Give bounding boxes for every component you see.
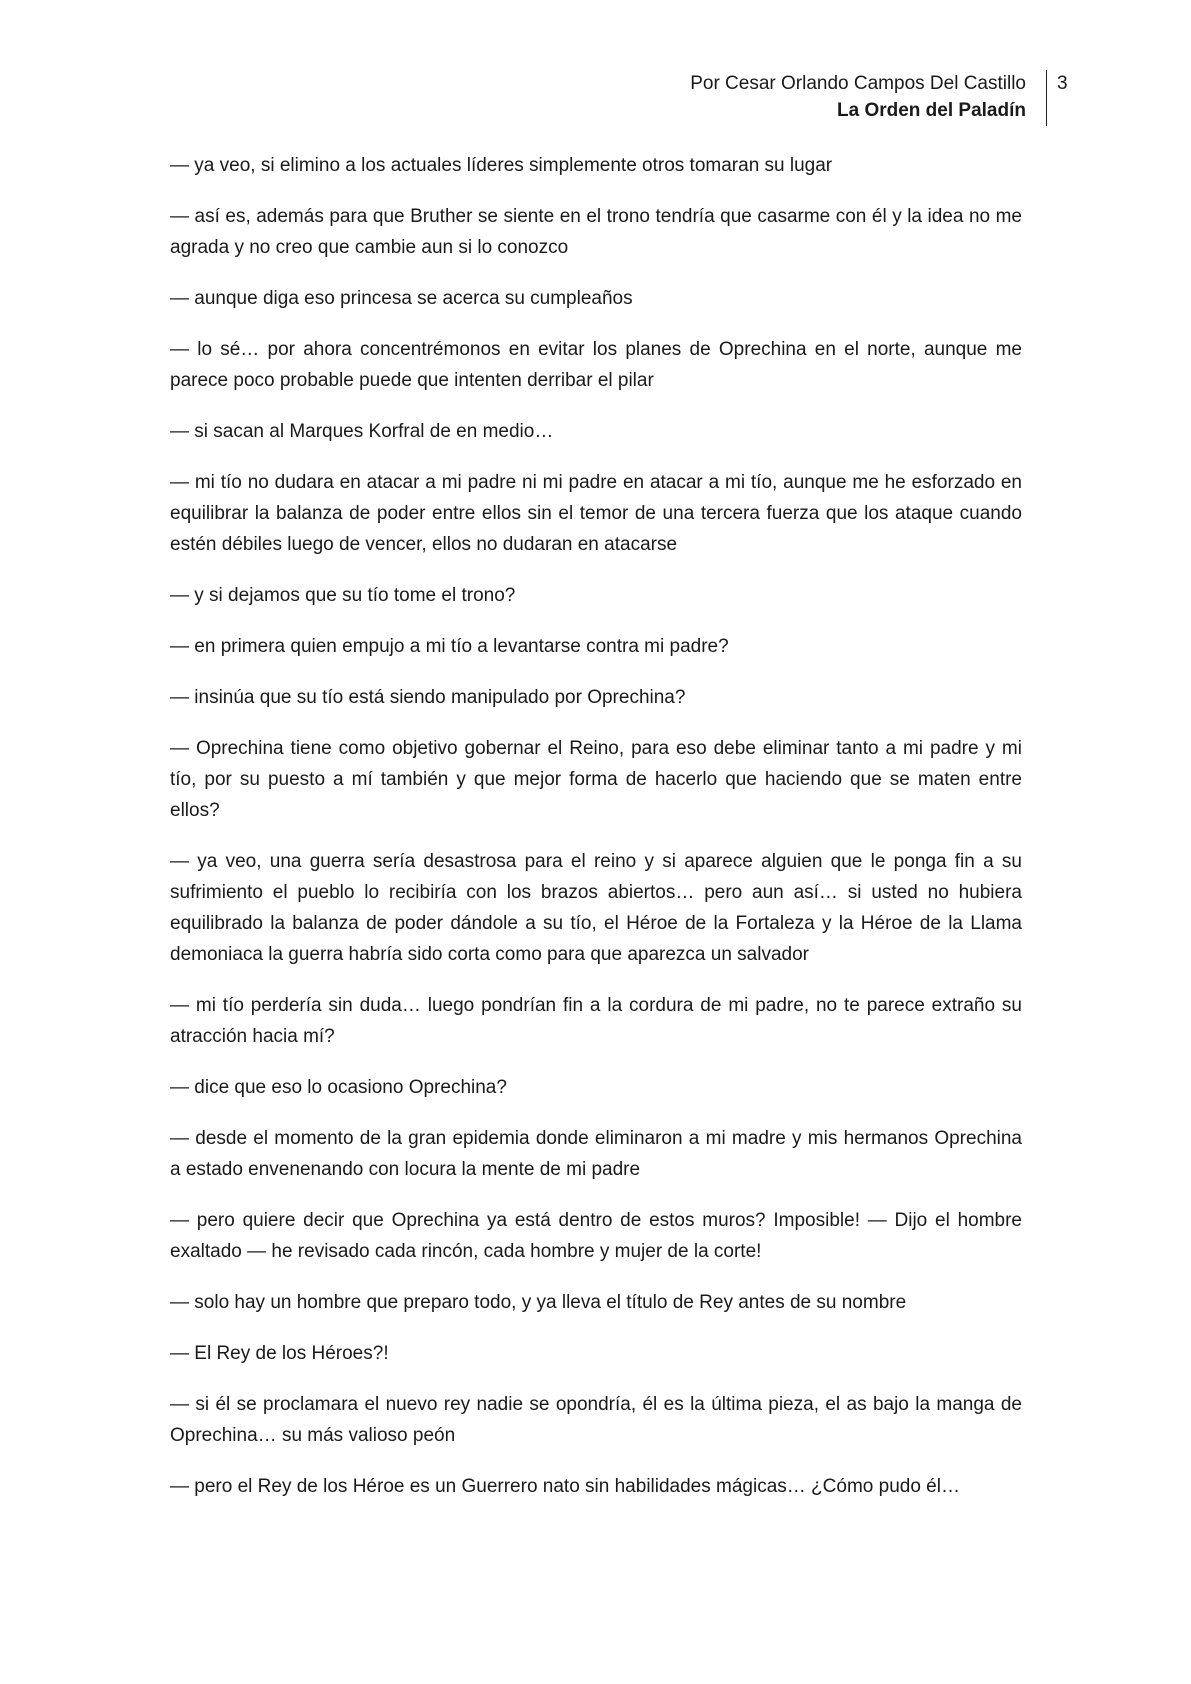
header-author: Por Cesar Orlando Campos Del Castillo: [690, 73, 1026, 94]
paragraph: — dice que eso lo ocasiono Oprechina?: [170, 1077, 507, 1098]
paragraph: — Oprechina tiene como objetivo gobernar el Reino, para eso debe eliminar tanto a mi padre y mi tío, por su puesto a mí también y que mejor forma de hacerlo que haciendo que se maten entre ellos?: [170, 738, 1022, 821]
paragraph: — insinúa que su tío está siendo manipulado por Oprechina?: [170, 687, 686, 708]
paragraph: — aunque diga eso princesa se acerca su cumpleaños: [170, 288, 633, 309]
paragraph: — ya veo, una guerra sería desastrosa para el reino y si aparece alguien que le ponga fin a su sufrimiento el pueblo lo recibiría con los brazos abiertos… pero aun así… si usted no hubiera equilibrado la balanza de poder dándole a su tío, el Héroe de la Fortaleza y la Héroe de la Llama demoniaca la guerra habría sido corta como para que aparezca un salvador: [170, 851, 1022, 965]
paragraph: — desde el momento de la gran epidemia donde eliminaron a mi madre y mis hermanos Oprechina a estado envenenando con locura la mente de mi padre: [170, 1128, 1022, 1180]
page-number: 3: [1046, 70, 1068, 126]
paragraph: — en primera quien empujo a mi tío a levantarse contra mi padre?: [170, 636, 729, 657]
paragraph: — pero quiere decir que Oprechina ya está dentro de estos muros? Imposible! — Dijo el hombre exaltado — he revisado cada rincón, cada hombre y mujer de la corte!: [170, 1210, 1022, 1262]
paragraph: — si él se proclamara el nuevo rey nadie se opondría, él es la última pieza, el as bajo la manga de Oprechina… su más valioso peón: [170, 1394, 1022, 1446]
header-book-title: La Orden del Paladín: [837, 100, 1026, 121]
paragraph: — así es, además para que Bruther se siente en el trono tendría que casarme con él y la idea no me agrada y no creo que cambie aun si lo conozco: [170, 206, 1022, 258]
paragraph: — El Rey de los Héroes?!: [170, 1343, 389, 1364]
page-header: [690, 70, 1036, 124]
paragraph: — solo hay un hombre que preparo todo, y ya lleva el título de Rey antes de su nombre: [170, 1292, 907, 1313]
paragraph: — si sacan al Marques Korfral de en medio…: [170, 421, 554, 442]
paragraph: — y si dejamos que su tío tome el trono?: [170, 585, 516, 606]
paragraph: — lo sé… por ahora concentrémonos en evitar los planes de Oprechina en el norte, aunque me parece poco probable puede que intenten derribar el pilar: [170, 339, 1022, 391]
paragraph: — mi tío perdería sin duda… luego pondrían fin a la cordura de mi padre, no te parece extraño su atracción hacia mí?: [170, 995, 1022, 1047]
paragraph: — ya veo, si elimino a los actuales líderes simplemente otros tomaran su lugar: [170, 155, 833, 176]
page-body: [170, 150, 1022, 1522]
paragraph: — pero el Rey de los Héroe es un Guerrero nato sin habilidades mágicas… ¿Cómo pudo él…: [170, 1476, 960, 1497]
paragraph: — mi tío no dudara en atacar a mi padre ni mi padre en atacar a mi tío, aunque me he esforzado en equilibrar la balanza de poder entre ellos sin el temor de una tercera fuerza que los ataque cuando estén débiles luego de vencer, ellos no dudaran en atacarse: [170, 472, 1022, 555]
